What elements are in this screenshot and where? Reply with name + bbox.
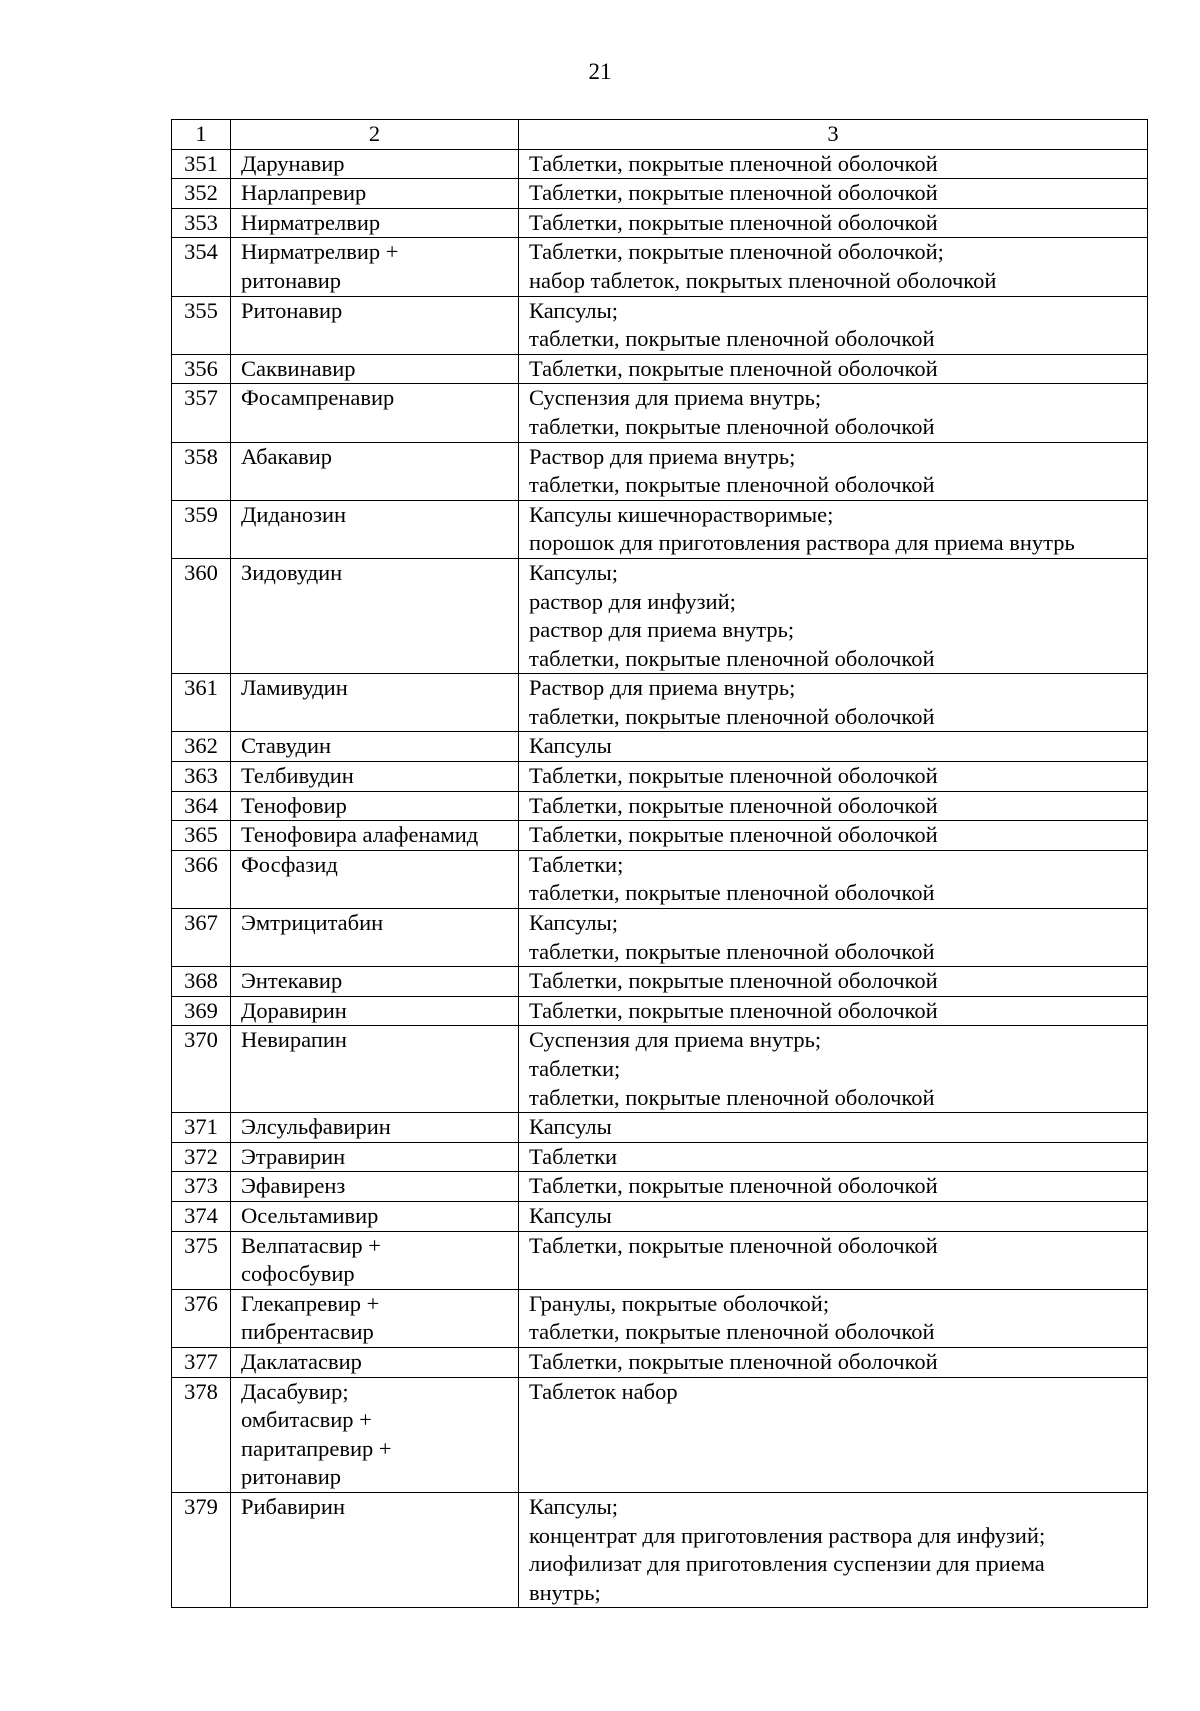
drug-name-cell: Доравирин — [231, 996, 519, 1026]
table-row — [172, 1347, 1148, 1377]
row-number-cell: 353 — [172, 208, 231, 238]
table-row — [172, 1113, 1148, 1143]
table-row — [172, 296, 1148, 354]
column-header-number: 1 — [172, 120, 231, 150]
row-number-cell: 371 — [172, 1113, 231, 1143]
drug-name-cell: Диданозин — [231, 500, 519, 558]
row-number-cell: 369 — [172, 996, 231, 1026]
dosage-form-cell: Капсулы; раствор для инфузий; раствор для приема внутрь; таблетки, покрытые пленочной оболочкой — [519, 558, 1148, 673]
drug-name-cell: Эмтрицитабин — [231, 909, 519, 967]
dosage-form-cell: Суспензия для приема внутрь; таблетки, покрытые пленочной оболочкой — [519, 384, 1148, 442]
dosage-form-cell: Таблетки, покрытые пленочной оболочкой — [519, 762, 1148, 792]
dosage-form-cell: Капсулы — [519, 732, 1148, 762]
row-number-cell: 373 — [172, 1172, 231, 1202]
column-header-form: 3 — [519, 120, 1148, 150]
table-row — [172, 238, 1148, 296]
drug-name-cell: Тенофовир — [231, 791, 519, 821]
dosage-form-cell: Таблетки; таблетки, покрытые пленочной оболочкой — [519, 850, 1148, 908]
dosage-form-cell: Таблетки, покрытые пленочной оболочкой — [519, 208, 1148, 238]
drug-name-cell: Элсульфавирин — [231, 1113, 519, 1143]
table-row — [172, 208, 1148, 238]
drug-name-cell: Нирматрелвир + ритонавир — [231, 238, 519, 296]
table-row — [172, 179, 1148, 209]
dosage-form-cell: Гранулы, покрытые оболочкой; таблетки, покрытые пленочной оболочкой — [519, 1289, 1148, 1347]
dosage-form-cell: Таблеток набор — [519, 1377, 1148, 1492]
table-row — [172, 967, 1148, 997]
dosage-form-cell: Таблетки, покрытые пленочной оболочкой — [519, 1231, 1148, 1289]
row-number-cell: 375 — [172, 1231, 231, 1289]
page-number: 21 — [588, 59, 612, 84]
table-row — [172, 1142, 1148, 1172]
dosage-form-cell: Раствор для приема внутрь; таблетки, покрытые пленочной оболочкой — [519, 674, 1148, 732]
drug-name-cell: Велпатасвир + софосбувир — [231, 1231, 519, 1289]
dosage-form-cell: Таблетки, покрытые пленочной оболочкой; набор таблеток, покрытых пленочной оболочкой — [519, 238, 1148, 296]
row-number-cell: 372 — [172, 1142, 231, 1172]
dosage-form-cell: Таблетки, покрытые пленочной оболочкой — [519, 821, 1148, 851]
dosage-form-cell: Таблетки — [519, 1142, 1148, 1172]
table-body — [172, 149, 1148, 1608]
drug-name-cell: Нирматрелвир — [231, 208, 519, 238]
drug-name-cell: Невирапин — [231, 1026, 519, 1113]
dosage-form-cell: Таблетки, покрытые пленочной оболочкой — [519, 996, 1148, 1026]
table-row — [172, 442, 1148, 500]
dosage-form-cell: Суспензия для приема внутрь; таблетки; таблетки, покрытые пленочной оболочкой — [519, 1026, 1148, 1113]
drug-name-cell: Фосфазид — [231, 850, 519, 908]
drug-name-cell: Этравирин — [231, 1142, 519, 1172]
row-number-cell: 378 — [172, 1377, 231, 1492]
drug-name-cell: Осельтамивир — [231, 1201, 519, 1231]
drug-name-cell: Энтекавир — [231, 967, 519, 997]
drug-name-cell: Ритонавир — [231, 296, 519, 354]
drug-name-cell: Ставудин — [231, 732, 519, 762]
table-row — [172, 732, 1148, 762]
drug-name-cell: Нарлапревир — [231, 179, 519, 209]
row-number-cell: 377 — [172, 1347, 231, 1377]
table-row — [172, 674, 1148, 732]
column-header-name: 2 — [231, 120, 519, 150]
row-number-cell: 361 — [172, 674, 231, 732]
dosage-form-cell: Капсулы; концентрат для приготовления раствора для инфузий; лиофилизат для приготовления суспензии для приема внутрь; — [519, 1492, 1148, 1607]
row-number-cell: 379 — [172, 1492, 231, 1607]
row-number-cell: 363 — [172, 762, 231, 792]
table-row — [172, 149, 1148, 179]
table-row — [172, 850, 1148, 908]
drug-name-cell: Фосампренавир — [231, 384, 519, 442]
dosage-form-cell: Таблетки, покрытые пленочной оболочкой — [519, 1347, 1148, 1377]
row-number-cell: 376 — [172, 1289, 231, 1347]
drug-name-cell: Тенофовира алафенамид — [231, 821, 519, 851]
table-row — [172, 1201, 1148, 1231]
drug-name-cell: Ламивудин — [231, 674, 519, 732]
table-row — [172, 354, 1148, 384]
table-row — [172, 909, 1148, 967]
dosage-form-cell: Капсулы кишечнорастворимые; порошок для приготовления раствора для приема внутрь — [519, 500, 1148, 558]
row-number-cell: 355 — [172, 296, 231, 354]
dosage-form-cell: Таблетки, покрытые пленочной оболочкой — [519, 791, 1148, 821]
dosage-form-cell: Таблетки, покрытые пленочной оболочкой — [519, 354, 1148, 384]
row-number-cell: 362 — [172, 732, 231, 762]
table-row — [172, 1492, 1148, 1607]
dosage-form-cell: Капсулы — [519, 1201, 1148, 1231]
drug-name-cell: Рибавирин — [231, 1492, 519, 1607]
table-row — [172, 762, 1148, 792]
row-number-cell: 365 — [172, 821, 231, 851]
row-number-cell: 358 — [172, 442, 231, 500]
table-row — [172, 1172, 1148, 1202]
table-row — [172, 996, 1148, 1026]
table-row — [172, 821, 1148, 851]
drug-name-cell: Даклатасвир — [231, 1347, 519, 1377]
row-number-cell: 374 — [172, 1201, 231, 1231]
drug-name-cell: Дарунавир — [231, 149, 519, 179]
drug-name-cell: Абакавир — [231, 442, 519, 500]
row-number-cell: 354 — [172, 238, 231, 296]
dosage-form-cell: Таблетки, покрытые пленочной оболочкой — [519, 179, 1148, 209]
table-row — [172, 500, 1148, 558]
row-number-cell: 359 — [172, 500, 231, 558]
row-number-cell: 357 — [172, 384, 231, 442]
table-row — [172, 1377, 1148, 1492]
table-row — [172, 384, 1148, 442]
dosage-form-cell: Раствор для приема внутрь; таблетки, покрытые пленочной оболочкой — [519, 442, 1148, 500]
drug-name-cell: Глекапревир + пибрентасвир — [231, 1289, 519, 1347]
row-number-cell: 352 — [172, 179, 231, 209]
row-number-cell: 366 — [172, 850, 231, 908]
dosage-form-cell: Капсулы — [519, 1113, 1148, 1143]
dosage-form-cell: Таблетки, покрытые пленочной оболочкой — [519, 149, 1148, 179]
drug-name-cell: Зидовудин — [231, 558, 519, 673]
drug-table — [171, 119, 1148, 1608]
dosage-form-cell: Таблетки, покрытые пленочной оболочкой — [519, 967, 1148, 997]
row-number-cell: 368 — [172, 967, 231, 997]
table-row — [172, 1289, 1148, 1347]
row-number-cell: 360 — [172, 558, 231, 673]
table-row — [172, 1026, 1148, 1113]
row-number-cell: 367 — [172, 909, 231, 967]
row-number-cell: 364 — [172, 791, 231, 821]
table-header-row — [172, 120, 1148, 150]
drug-name-cell: Эфавиренз — [231, 1172, 519, 1202]
table-row — [172, 1231, 1148, 1289]
dosage-form-cell: Таблетки, покрытые пленочной оболочкой — [519, 1172, 1148, 1202]
drug-name-cell: Телбивудин — [231, 762, 519, 792]
table-row — [172, 558, 1148, 673]
drug-name-cell: Дасабувир; омбитасвир + паритапревир + ритонавир — [231, 1377, 519, 1492]
row-number-cell: 356 — [172, 354, 231, 384]
dosage-form-cell: Капсулы; таблетки, покрытые пленочной оболочкой — [519, 909, 1148, 967]
row-number-cell: 370 — [172, 1026, 231, 1113]
dosage-form-cell: Капсулы; таблетки, покрытые пленочной оболочкой — [519, 296, 1148, 354]
row-number-cell: 351 — [172, 149, 231, 179]
drug-name-cell: Саквинавир — [231, 354, 519, 384]
table-row — [172, 791, 1148, 821]
